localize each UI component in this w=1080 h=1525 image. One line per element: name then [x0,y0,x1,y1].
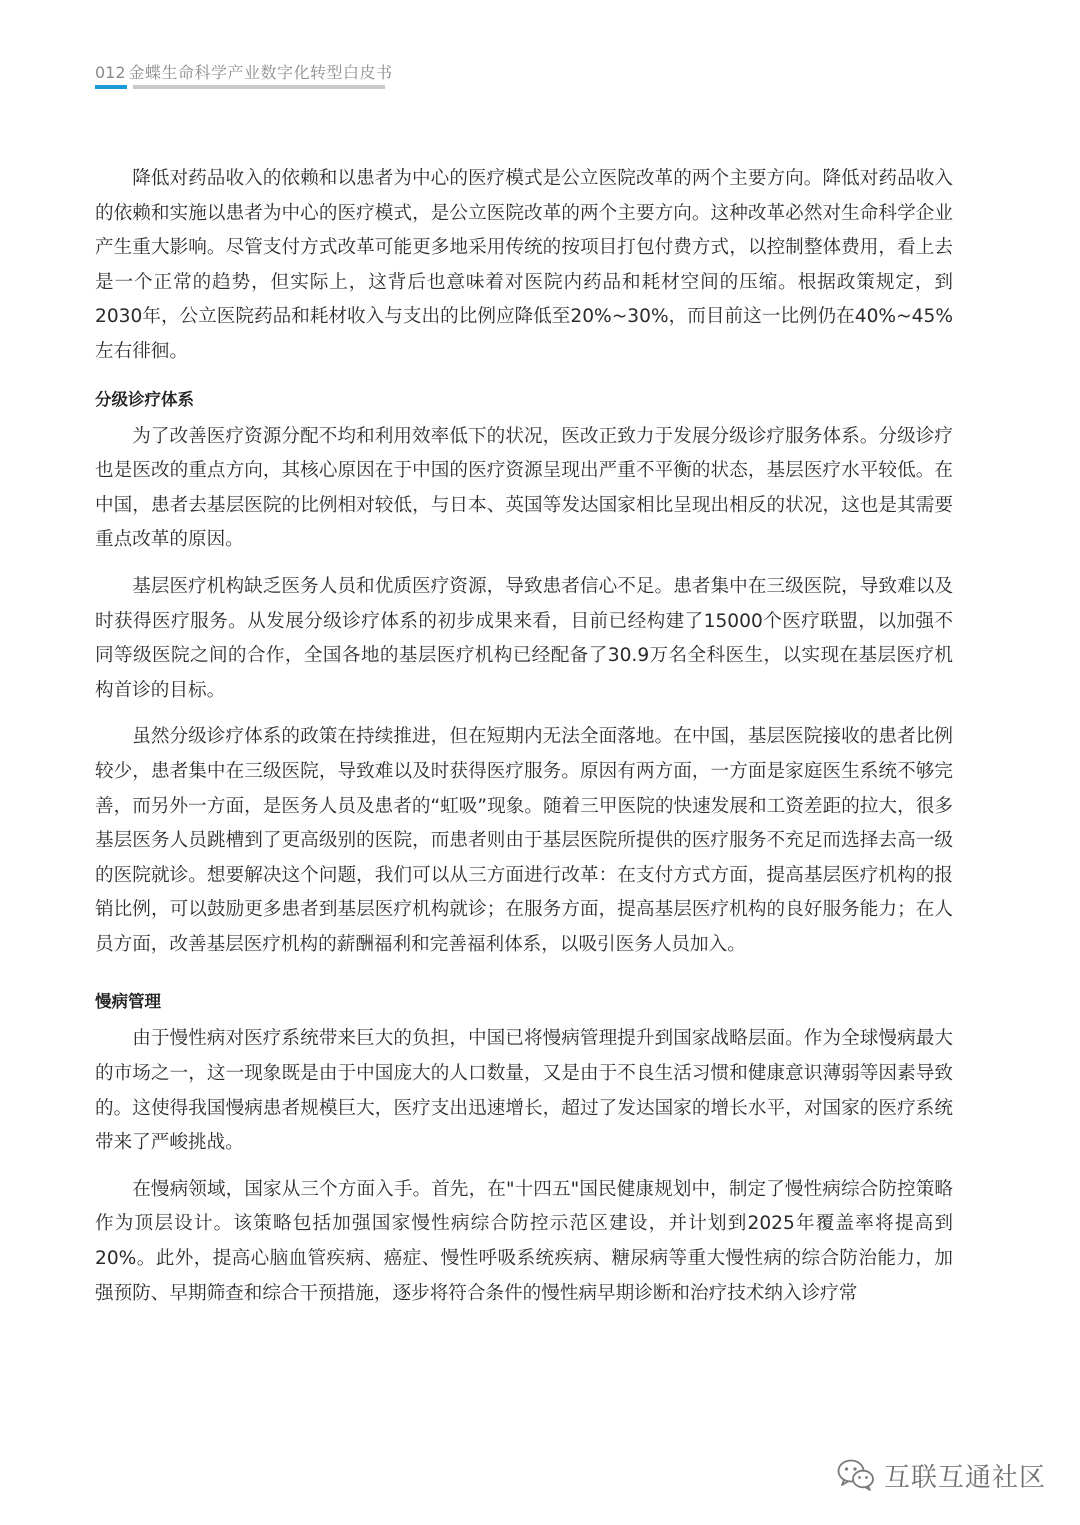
watermark-text: 互联互通社区 [883,1462,1046,1493]
page-number: 012 [95,63,126,82]
document-title: 金蝶生命科学产业数字化转型白皮书 [128,63,393,82]
header-divider-bar [133,85,385,89]
wechat-icon [836,1457,876,1493]
paragraph-chronic-disease-policy: 在慢病领域，国家从三个方面入手。首先，在"十四五"国民健康规划中，制定了慢性病综合防控策略作为顶层设计。该策略包括加强国家慢性病综合防控示范区建设，并计划到2025年覆盖率将提高到20%。此外，提高心脑血管疾病、癌症、慢性呼吸系统疾病、糖尿病等重大慢性病的综合防治能力，加强预防、早期筛查和综合干预措施，逐步将符合条件的慢性病早期诊断和治疗技术纳入诊疗常 [95,1178,953,1304]
paragraph-hospital-reform: 降低对药品收入的依赖和以患者为中心的医疗模式是公立医院改革的两个主要方向。降低对药品收入的依赖和实施以患者为中心的医疗模式，是公立医院改革的两个主要方向。这种改革必然对生命科学企业产生重大影响。尽管支付方式改革可能更多地采用传统的按项目打包付费方式，以控制整体费用，看上去是一个正常的趋势，但实际上，这背后也意味着对医院内药品和耗材空间的压缩。根据政策规定，到2030年，公立医院药品和耗材收入与支出的比例应降低至20%~30%，而目前这一比例仍在40%~45%左右徘徊。 [95,168,953,362]
header-accent-bar [95,85,127,89]
section-heading-chronic-disease: 慢病管理 [95,992,161,1012]
paragraph-tiered-care-intro: 为了改善医疗资源分配不均和利用效率低下的状况，医改正致力于发展分级诊疗服务体系。分级诊疗也是医改的重点方向，其核心原因在于中国的医疗资源呈现出严重不平衡的状态，基层医疗水平较低。在中国，患者去基层医院的比例相对较低，与日本、英国等发达国家相比呈现出相反的状况，这也是其需要重点改革的原因。 [95,425,953,551]
paragraph-primary-care-resources: 基层医疗机构缺乏医务人员和优质医疗资源，导致患者信心不足。患者集中在三级医院，导致难以及时获得医疗服务。从发展分级诊疗体系的初步成果来看，目前已经构建了15000个医疗联盟，以加强不同等级医院之间的合作，全国各地的基层医疗机构已经配备了30.9万名全科医生，以实现在基层医疗机构首诊的目标。 [95,575,953,701]
paragraph-tiered-care-challenges: 虽然分级诊疗体系的政策在持续推进，但在短期内无法全面落地。在中国，基层医院接收的患者比例较少，患者集中在三级医院，导致难以及时获得医疗服务。原因有两方面，一方面是家庭医生系统不够完善，而另外一方面，是医务人员及患者的“虹吸”现象。随着三甲医院的快速发展和工资差距的拉大，很多基层医务人员跳槽到了更高级别的医院，而患者则由于基层医院所提供的医疗服务不充足而选择去高一级的医院就诊。想要解决这个问题，我们可以从三方面进行改革：在支付方式方面，提高基层医疗机构的报销比例，可以鼓励更多患者到基层医疗机构就诊；在服务方面，提高基层医疗机构的良好服务能力；在人员方面，改善基层医疗机构的薪酬福利和完善福利体系，以吸引医务人员加入。 [95,726,953,955]
page-body [95,162,953,1311]
paragraph-chronic-disease-burden: 由于慢性病对医疗系统带来巨大的负担，中国已将慢病管理提升到国家战略层面。作为全球慢病最大的市场之一，这一现象既是由于中国庞大的人口数量，又是由于不良生活习惯和健康意识薄弱等因素导致的。这使得我国慢病患者规模巨大，医疗支出迅速增长，超过了发达国家的增长水平，对国家的医疗系统带来了严峻挑战。 [95,1028,953,1154]
watermark [836,1455,1046,1495]
section-heading-tiered-care: 分级诊疗体系 [95,389,194,409]
page-header [95,58,393,92]
header-label [95,60,393,83]
